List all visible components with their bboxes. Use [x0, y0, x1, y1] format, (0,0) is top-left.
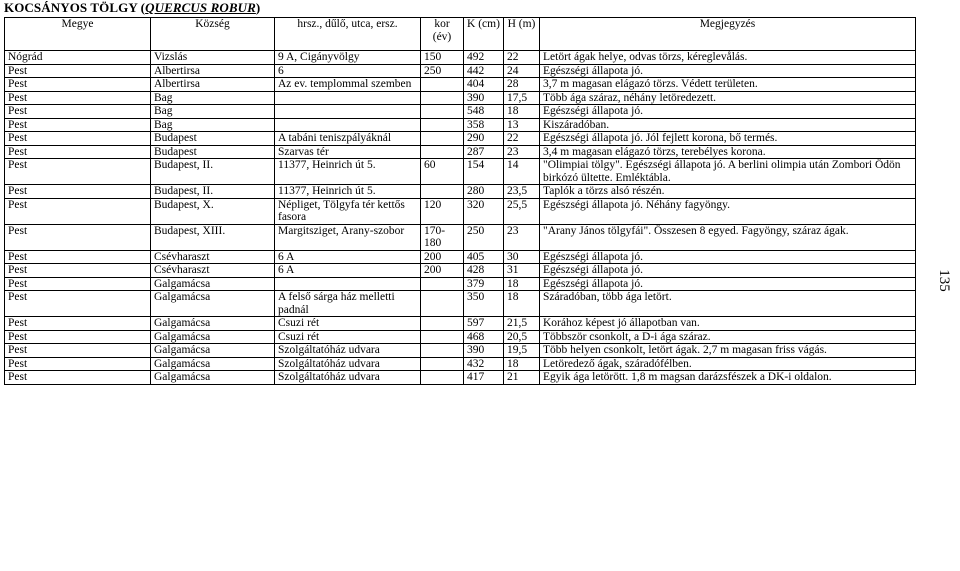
cell-megye: Pest [5, 159, 151, 185]
cell-hrsz: Margitsziget, Arany-szobor [275, 224, 421, 250]
cell-kor: 150 [421, 51, 464, 65]
cell-hrsz: Népliget, Tölgyfa tér kettős fasora [275, 198, 421, 224]
header-hrsz: hrsz., dűlő, utca, ersz. [275, 18, 421, 51]
cell-hrsz: 6 A [275, 250, 421, 264]
table-row [5, 264, 916, 278]
cell-megye: Pest [5, 78, 151, 92]
cell-hrsz [275, 277, 421, 291]
cell-kozseg: Vizslás [151, 51, 275, 65]
table-row [5, 118, 916, 132]
cell-megye: Pest [5, 105, 151, 119]
header-megjegyzes: Megjegyzés [540, 18, 916, 51]
cell-kor [421, 317, 464, 331]
cell-k: 287 [464, 145, 504, 159]
cell-megjegyzes: Egészségi állapota jó. Néhány fagyöngy. [540, 198, 916, 224]
cell-megjegyzes: 3,7 m magasan elágazó törzs. Védett területen. [540, 78, 916, 92]
cell-kor [421, 78, 464, 92]
cell-kor [421, 371, 464, 385]
cell-hrsz: Szolgáltatóház udvara [275, 344, 421, 358]
cell-k: 154 [464, 159, 504, 185]
table-row [5, 64, 916, 78]
cell-megye: Pest [5, 198, 151, 224]
cell-megjegyzes: Egészségi állapota jó. [540, 277, 916, 291]
page-number: 135 [935, 269, 952, 292]
table-row [5, 224, 916, 250]
cell-h: 28 [504, 78, 540, 92]
cell-kozseg: Budapest, II. [151, 185, 275, 199]
cell-megye: Pest [5, 132, 151, 146]
cell-h: 18 [504, 105, 540, 119]
cell-kor: 250 [421, 64, 464, 78]
cell-megye: Pest [5, 91, 151, 105]
cell-kozseg: Galgamácsa [151, 371, 275, 385]
cell-kozseg: Budapest [151, 132, 275, 146]
cell-kor [421, 145, 464, 159]
cell-kor [421, 330, 464, 344]
cell-hrsz [275, 105, 421, 119]
cell-hrsz: Szolgáltatóház udvara [275, 371, 421, 385]
cell-kozseg: Csévharaszt [151, 250, 275, 264]
cell-k: 442 [464, 64, 504, 78]
cell-hrsz: 11377, Heinrich út 5. [275, 159, 421, 185]
cell-hrsz: A tabáni teniszpályáknál [275, 132, 421, 146]
table-row [5, 145, 916, 159]
cell-hrsz: Csuzi rét [275, 317, 421, 331]
table-row [5, 317, 916, 331]
cell-h: 22 [504, 51, 540, 65]
cell-megye: Pest [5, 250, 151, 264]
cell-megjegyzes: Korához képest jó állapotban van. [540, 317, 916, 331]
table-row [5, 277, 916, 291]
table-row [5, 105, 916, 119]
header-h: H (m) [504, 18, 540, 51]
cell-megye: Pest [5, 291, 151, 317]
table-row [5, 159, 916, 185]
table-row [5, 371, 916, 385]
header-megye: Megye [5, 18, 151, 51]
table-row [5, 330, 916, 344]
cell-h: 21 [504, 371, 540, 385]
cell-h: 21,5 [504, 317, 540, 331]
cell-h: 13 [504, 118, 540, 132]
cell-k: 290 [464, 132, 504, 146]
table-row [5, 344, 916, 358]
cell-k: 468 [464, 330, 504, 344]
cell-hrsz: Az ev. templommal szemben [275, 78, 421, 92]
cell-megjegyzes: Egyik ága letörött. 1,8 m magsan darázsfészek a DK-i oldalon. [540, 371, 916, 385]
cell-kor [421, 344, 464, 358]
cell-kor: 120 [421, 198, 464, 224]
cell-k: 432 [464, 357, 504, 371]
cell-kozseg: Bag [151, 105, 275, 119]
cell-k: 404 [464, 78, 504, 92]
cell-k: 350 [464, 291, 504, 317]
title-latin-name: QUERCUS ROBUR [145, 0, 256, 15]
cell-megye: Pest [5, 277, 151, 291]
cell-kor: 60 [421, 159, 464, 185]
cell-kozseg: Galgamácsa [151, 330, 275, 344]
cell-h: 30 [504, 250, 540, 264]
table-body [5, 51, 916, 385]
header-kozseg: Község [151, 18, 275, 51]
cell-kor [421, 105, 464, 119]
header-k: K (cm) [464, 18, 504, 51]
cell-megjegyzes: 3,4 m magasan elágazó törzs, terebélyes korona. [540, 145, 916, 159]
cell-h: 24 [504, 64, 540, 78]
cell-megye: Pest [5, 317, 151, 331]
cell-hrsz: 6 [275, 64, 421, 78]
cell-kor [421, 185, 464, 199]
cell-kor: 200 [421, 250, 464, 264]
cell-megjegyzes: Egészségi állapota jó. [540, 105, 916, 119]
cell-h: 25,5 [504, 198, 540, 224]
cell-megjegyzes: Száradóban, több ága letört. [540, 291, 916, 317]
table-row [5, 291, 916, 317]
cell-kozseg: Galgamácsa [151, 277, 275, 291]
cell-k: 405 [464, 250, 504, 264]
cell-h: 18 [504, 291, 540, 317]
cell-k: 492 [464, 51, 504, 65]
cell-megjegyzes: Letöredező ágak, száradófélben. [540, 357, 916, 371]
cell-megjegyzes: Több ága száraz, néhány letöredezett. [540, 91, 916, 105]
title-prefix: KOCSÁNYOS TÖLGY ( [4, 0, 146, 15]
cell-k: 390 [464, 344, 504, 358]
cell-kozseg: Galgamácsa [151, 291, 275, 317]
cell-kozseg: Budapest, XIII. [151, 224, 275, 250]
cell-kozseg: Galgamácsa [151, 317, 275, 331]
cell-kozseg: Budapest [151, 145, 275, 159]
table-row [5, 51, 916, 65]
cell-k: 417 [464, 371, 504, 385]
cell-megye: Pest [5, 118, 151, 132]
cell-h: 23 [504, 145, 540, 159]
cell-kozseg: Albertirsa [151, 64, 275, 78]
cell-kor: 200 [421, 264, 464, 278]
table-row [5, 91, 916, 105]
cell-k: 597 [464, 317, 504, 331]
cell-h: 23 [504, 224, 540, 250]
cell-megye: Pest [5, 64, 151, 78]
cell-k: 428 [464, 264, 504, 278]
cell-megjegyzes: Egészségi állapota jó. Jól fejlett korona, bő termés. [540, 132, 916, 146]
cell-h: 18 [504, 357, 540, 371]
cell-megye: Pest [5, 224, 151, 250]
cell-hrsz: 11377, Heinrich út 5. [275, 185, 421, 199]
cell-megye: Nógrád [5, 51, 151, 65]
cell-megye: Pest [5, 145, 151, 159]
cell-megye: Pest [5, 185, 151, 199]
cell-k: 280 [464, 185, 504, 199]
cell-kozseg: Budapest, II. [151, 159, 275, 185]
cell-h: 19,5 [504, 344, 540, 358]
cell-kozseg: Albertirsa [151, 78, 275, 92]
cell-hrsz: Szolgáltatóház udvara [275, 357, 421, 371]
table-row [5, 250, 916, 264]
cell-kozseg: Galgamácsa [151, 357, 275, 371]
cell-megye: Pest [5, 264, 151, 278]
cell-h: 18 [504, 277, 540, 291]
cell-h: 14 [504, 159, 540, 185]
cell-megjegyzes: Kiszáradóban. [540, 118, 916, 132]
header-row [5, 18, 916, 51]
cell-hrsz: 9 A, Cigányvölgy [275, 51, 421, 65]
page-title [4, 0, 260, 16]
cell-megjegyzes: Egészségi állapota jó. [540, 250, 916, 264]
cell-megye: Pest [5, 371, 151, 385]
cell-kozseg: Budapest, X. [151, 198, 275, 224]
cell-k: 320 [464, 198, 504, 224]
cell-megye: Pest [5, 357, 151, 371]
cell-megjegyzes: "Arany János tölgyfái". Összesen 8 egyed. Fagyöngy, száraz ágak. [540, 224, 916, 250]
cell-kor [421, 357, 464, 371]
cell-kor [421, 132, 464, 146]
cell-megjegyzes: Egészségi állapota jó. [540, 264, 916, 278]
cell-kor: 170-180 [421, 224, 464, 250]
cell-k: 548 [464, 105, 504, 119]
cell-kozseg: Bag [151, 118, 275, 132]
cell-k: 390 [464, 91, 504, 105]
cell-kozseg: Galgamácsa [151, 344, 275, 358]
cell-megjegyzes: "Olimpiai tölgy". Egészségi állapota jó. A berlini olimpia után Zombori Ödön birkózó ültette. Emléktábla. [540, 159, 916, 185]
table-row [5, 132, 916, 146]
table-row [5, 185, 916, 199]
cell-h: 31 [504, 264, 540, 278]
cell-h: 17,5 [504, 91, 540, 105]
cell-hrsz [275, 91, 421, 105]
cell-kor [421, 118, 464, 132]
cell-megjegyzes: Letört ágak helye, odvas törzs, kéreglevålás. [540, 51, 916, 65]
cell-h: 23,5 [504, 185, 540, 199]
cell-hrsz: A felső sárga ház melletti padnál [275, 291, 421, 317]
cell-megjegyzes: Egészségi állapota jó. [540, 64, 916, 78]
cell-megye: Pest [5, 330, 151, 344]
table-row [5, 78, 916, 92]
header-kor: kor (év) [421, 18, 464, 51]
title-suffix: ) [255, 0, 261, 15]
cell-h: 20,5 [504, 330, 540, 344]
cell-megjegyzes: Többször csonkolt, a D-i ága száraz. [540, 330, 916, 344]
cell-megjegyzes: Taplók a törzs alsó részén. [540, 185, 916, 199]
cell-kor [421, 291, 464, 317]
cell-kor [421, 277, 464, 291]
cell-kozseg: Bag [151, 91, 275, 105]
tree-table [4, 17, 916, 385]
cell-hrsz: Csuzi rét [275, 330, 421, 344]
cell-k: 379 [464, 277, 504, 291]
cell-megjegyzes: Több helyen csonkolt, letört ágak. 2,7 m magasan friss vágás. [540, 344, 916, 358]
cell-megye: Pest [5, 344, 151, 358]
cell-hrsz: Szarvas tér [275, 145, 421, 159]
cell-k: 358 [464, 118, 504, 132]
cell-k: 250 [464, 224, 504, 250]
cell-hrsz [275, 118, 421, 132]
cell-kozseg: Csévharaszt [151, 264, 275, 278]
table-row [5, 198, 916, 224]
table-row [5, 357, 916, 371]
cell-kor [421, 91, 464, 105]
cell-hrsz: 6 A [275, 264, 421, 278]
cell-h: 22 [504, 132, 540, 146]
